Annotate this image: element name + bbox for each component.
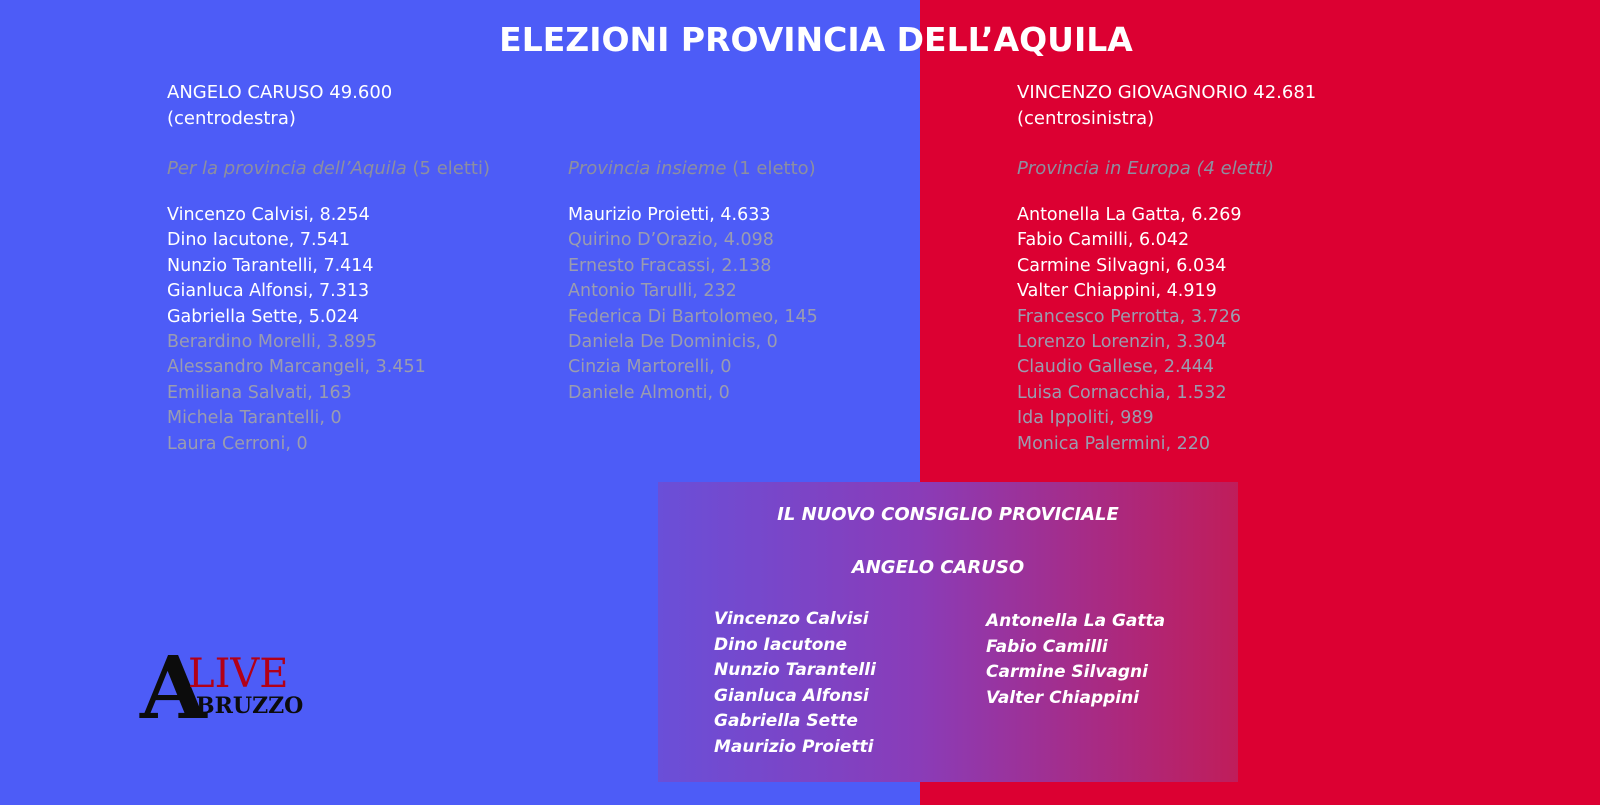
council-member: Valter Chiappini: [986, 687, 1140, 708]
list-item: Fabio Camilli, 6.042: [1017, 230, 1190, 251]
list-item: Monica Palermini, 220: [1017, 433, 1211, 454]
list-item: Antonio Tarulli, 232: [568, 281, 737, 302]
council-member: Carmine Silvagni: [986, 662, 1148, 682]
council-members-right: [986, 609, 1165, 711]
list-item: Berardino Morelli, 3.895: [167, 332, 378, 353]
council-member: Vincenzo Calvisi: [714, 609, 869, 629]
council-member: Gianluca Alfonsi: [714, 685, 869, 706]
council-president: ANGELO CARUSO: [851, 557, 1025, 578]
candidate-list: [1017, 203, 1274, 457]
list-item: Michela Tarantelli, 0: [167, 408, 342, 429]
candidate-list: [167, 203, 490, 457]
candidate-list: [568, 203, 818, 406]
list-item: Ida Ippoliti, 989: [1017, 408, 1154, 429]
list-item: Federica Di Bartolomeo, 145: [568, 306, 818, 327]
council-member: Maurizio Proietti: [714, 736, 874, 757]
council-member: Nunzio Tarantelli: [714, 660, 876, 680]
list-item: Alessandro Marcangeli, 3.451: [167, 357, 426, 378]
council-member: Dino Iacutone: [714, 634, 848, 655]
right-candidate: [1017, 80, 1316, 132]
logo-bruzzo: BRUZZO: [196, 693, 304, 719]
list-item: Nunzio Tarantelli, 7.414: [167, 255, 374, 276]
alive-abruzzo-logo: [140, 638, 320, 740]
list-item: Laura Cerroni, 0: [167, 433, 308, 454]
council-member: Fabio Camilli: [986, 636, 1108, 657]
list-name: Per la provincia dell’Aquila: [167, 158, 407, 179]
list-item: Antonella La Gatta, 6.269: [1017, 205, 1242, 225]
list-elected-count: (5 eletti): [412, 158, 490, 179]
left-candidate-name: ANGELO CARUSO 49.600: [167, 82, 393, 103]
page-title: ELEZIONI PROVINCIA DELL’AQUILA: [499, 20, 1133, 59]
list-heading: [568, 158, 818, 179]
list-per-la-provincia: [167, 158, 490, 457]
list-item: Cinzia Martorelli, 0: [568, 357, 732, 378]
list-item: Gabriella Sette, 5.024: [167, 306, 359, 327]
left-candidate-coalition: (centrodestra): [167, 108, 296, 129]
list-item: Luisa Cornacchia, 1.532: [1017, 382, 1227, 403]
council-members-left: [714, 607, 876, 760]
list-item: Lorenzo Lorenzin, 3.304: [1017, 332, 1227, 353]
list-item: Valter Chiappini, 4.919: [1017, 281, 1217, 302]
list-provincia-in-europa: [1017, 158, 1274, 457]
left-candidate: [167, 80, 392, 132]
list-item: Carmine Silvagni, 6.034: [1017, 255, 1227, 276]
list-name: Provincia in Europa (4 eletti): [1017, 158, 1274, 179]
council-member: Gabriella Sette: [714, 711, 858, 731]
list-item: Francesco Perrotta, 3.726: [1017, 306, 1241, 327]
council-title: IL NUOVO CONSIGLIO PROVICIALE: [777, 504, 1119, 525]
list-item: Vincenzo Calvisi, 8.254: [167, 205, 370, 225]
new-council-box: [658, 482, 1238, 782]
list-item: Quirino D’Orazio, 4.098: [568, 230, 774, 251]
list-item: Gianluca Alfonsi, 7.313: [167, 281, 370, 302]
list-item: Emiliana Salvati, 163: [167, 382, 352, 403]
list-item: Daniela De Dominicis, 0: [568, 332, 778, 353]
list-item: Daniele Almonti, 0: [568, 382, 730, 403]
list-item: Claudio Gallese, 2.444: [1017, 357, 1215, 378]
right-candidate-name: VINCENZO GIOVAGNORIO 42.681: [1017, 82, 1317, 103]
list-provincia-insieme: [568, 158, 818, 406]
council-member: Antonella La Gatta: [986, 611, 1166, 631]
list-heading: [1017, 158, 1274, 179]
list-elected-count: (1 eletto): [732, 158, 816, 179]
list-name: Provincia insieme: [568, 158, 727, 179]
logo-letter-a: A: [140, 638, 207, 739]
list-item: Ernesto Fracassi, 2.138: [568, 255, 772, 276]
list-item: Dino Iacutone, 7.541: [167, 230, 350, 251]
list-item: Maurizio Proietti, 4.633: [568, 205, 771, 225]
logo-live: LIVE: [188, 651, 289, 697]
right-candidate-coalition: (centrosinistra): [1017, 108, 1155, 129]
list-heading: [167, 158, 490, 179]
